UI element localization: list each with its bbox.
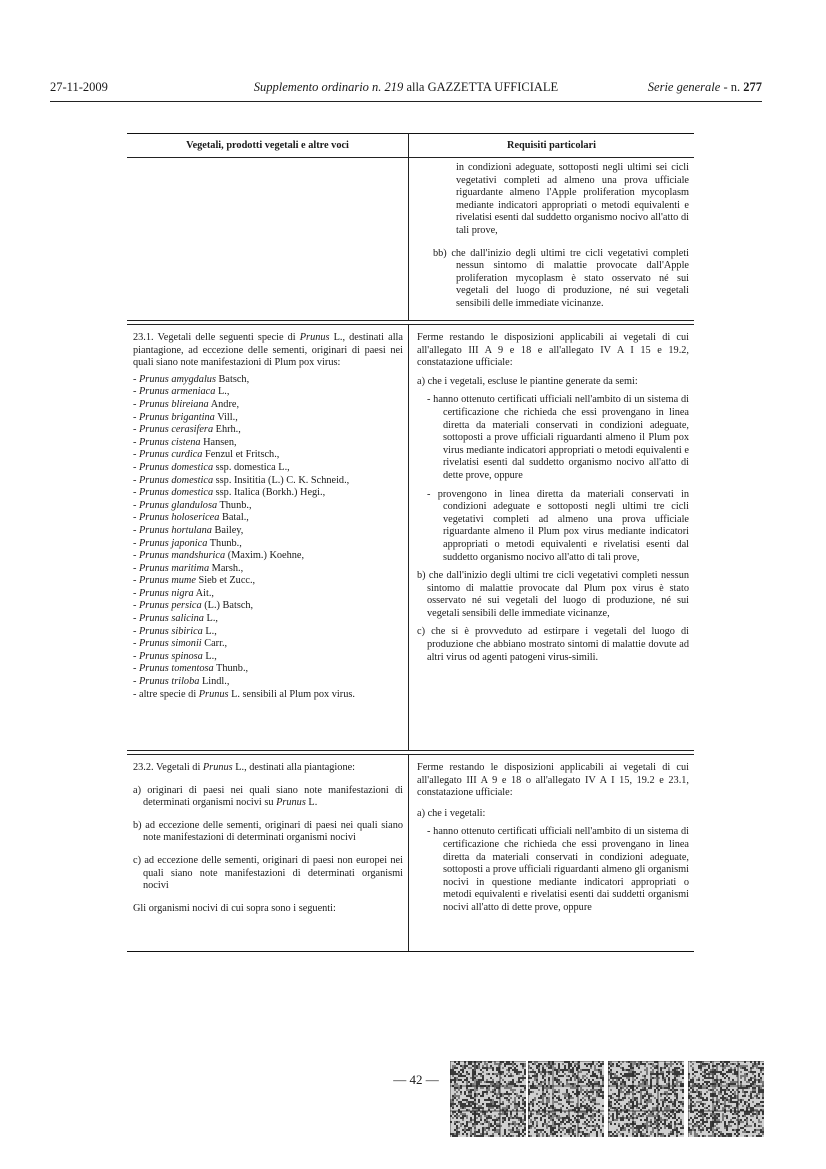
row2-plants <box>133 332 403 701</box>
species-name: Prunus hortulana <box>139 524 212 536</box>
datamatrix-code-3 <box>608 1061 684 1137</box>
species-item <box>133 487 403 500</box>
species-other-pre: - altre specie di <box>133 688 199 700</box>
table-top-rule <box>127 133 694 134</box>
species-authority: ssp. domestica L., <box>213 461 290 473</box>
page-number: — 42 — <box>393 1072 439 1087</box>
species-authority: Carr., <box>201 638 228 650</box>
datamatrix-code-2 <box>528 1061 604 1137</box>
species-name: Prunus spinosa <box>139 650 203 662</box>
species-dash: - <box>133 524 140 536</box>
species-dash: - <box>133 512 140 524</box>
species-name: Prunus triloba <box>139 676 200 688</box>
species-dash: - <box>133 638 140 650</box>
column-header-requirements: Requisiti particolari <box>507 140 596 151</box>
species-authority: (L.) Batsch, <box>201 600 254 612</box>
species-item <box>133 399 403 412</box>
species-authority: Vill., <box>214 411 238 423</box>
row2-intro-post: L., destinati alla piantagione, ad eccezione delle sementi, originari di paesi nei quali siano note manifestazioni di Plum pox virus: <box>133 332 403 369</box>
row1-requirements <box>417 162 689 311</box>
species-dash: - <box>133 386 140 398</box>
species-item <box>133 538 403 551</box>
species-name: Prunus cistena <box>139 436 201 448</box>
row1-continuation: in condizioni adeguate, sottoposti negli ultimi sei cicli vegetativi completi ad almeno una prova ufficiale riguardante almeno l'Apple proliferation mycoplasm mediante indicatori appropriati o metodi equivalenti e rivelatisi esenti dal suddetto organismo nocivo all'atto di tali prove, <box>456 162 689 236</box>
species-item <box>133 550 403 563</box>
row3-req-a: a) che i vegetali: <box>417 807 486 819</box>
species-item <box>133 525 403 538</box>
row3-req-a-dash1: - hanno ottenuto certificati ufficiali nell'ambito di un sistema di certificazione che richieda che essi provengano in linea diretta da materiali conservati in condizioni adeguate, sottoposti a prove ufficiali riguardanti almeno gli organismi nocivi in questione mediante indicatori appropriati o metodi equivalenti e rivelatisi esenti dai suddetti organismi nocivi all'atto di dette prove, oppure <box>427 826 689 913</box>
species-item <box>133 663 403 676</box>
row3-item-a-post: L. <box>305 797 318 809</box>
species-dash: - <box>133 676 140 688</box>
species-item <box>133 437 403 450</box>
row-divider-2 <box>127 750 694 751</box>
species-name: Prunus domestica <box>139 474 214 486</box>
species-dash: - <box>133 398 140 410</box>
species-authority: L., <box>215 386 230 398</box>
species-item <box>133 386 403 399</box>
species-dash: - <box>133 474 140 486</box>
species-name: Prunus glandulosa <box>139 499 218 511</box>
species-authority: L., <box>202 625 217 637</box>
row-divider-1b <box>127 324 694 325</box>
species-name: Prunus domestica <box>139 487 214 499</box>
species-authority: ssp. Insititia (L.) C. K. Schneid., <box>213 474 350 486</box>
species-dash: - <box>133 663 140 675</box>
species-dash: - <box>133 461 140 473</box>
species-authority: Thunb., <box>213 663 249 675</box>
species-authority: Ehrh., <box>213 424 241 436</box>
column-header-plants: Vegetali, prodotti vegetali e altre voci <box>186 140 349 151</box>
row2-req-b: b) che dall'inizio degli ultimi tre cicli vegetativi completi nessun sintomo di malattie provocate dal Plum pox virus è stato osservato né sui vegetali del luogo di produzione, né sui vegetali sensibili delle immediate vicinanze, <box>417 570 689 619</box>
species-item <box>133 626 403 639</box>
species-name: Prunus domestica <box>139 461 214 473</box>
species-item <box>133 588 403 601</box>
species-item <box>133 651 403 664</box>
row3-intro-pre: 23.2. Vegetali di <box>133 762 203 773</box>
species-item <box>133 676 403 689</box>
species-authority: Bailey, <box>211 524 244 536</box>
species-other-genus: Prunus <box>198 688 229 700</box>
row3-intro-post: L., destinati alla piantagione: <box>232 762 356 773</box>
header-series <box>648 80 762 95</box>
column-divider-3 <box>408 754 409 951</box>
row3-closing: Gli organismi nocivi di cui sopra sono i seguenti: <box>133 902 336 914</box>
species-item <box>133 613 403 626</box>
species-name: Prunus cerasifera <box>139 424 214 436</box>
species-item <box>133 462 403 475</box>
species-authority: L., <box>203 613 218 625</box>
species-name: Prunus salicina <box>139 613 204 625</box>
table-bottom-rule <box>127 951 694 952</box>
species-item <box>133 424 403 437</box>
species-item <box>133 638 403 651</box>
species-name: Prunus curdica <box>139 449 203 461</box>
species-item <box>133 600 403 613</box>
species-name: Prunus tomentosa <box>139 663 214 675</box>
header-series-sep: - n. <box>720 80 744 94</box>
row2-req-a-dash2: - provengono in linea diretta da materiali conservati in condizioni adeguate e sottoposti negli ultimi tre cicli vegetativi completi ad almeno una prova ufficiale riguardante almeno il Plum pox virus mediante indicatori appropriati o metodi equivalenti e rivelatisi esenti dal suddetto organismo nocivo all'atto di tali prove, <box>427 488 689 563</box>
species-dash: - <box>133 562 140 574</box>
species-authority: Hansen, <box>200 436 237 448</box>
row2-intro-pre: 23.1. Vegetali delle seguenti specie di <box>133 332 300 343</box>
species-dash: - <box>133 587 140 599</box>
column-divider-1 <box>408 133 409 320</box>
species-authority: Andre, <box>208 398 240 410</box>
species-dash: - <box>133 373 140 385</box>
header-supplement: Supplemento ordinario n. 219 <box>253 80 404 94</box>
header-issue-number: 277 <box>743 80 762 94</box>
datamatrix-code-1 <box>450 1061 526 1137</box>
row3-item-a-pre: a) originari di paesi nei quali siano note manifestazioni di determinati organismi nocivi su <box>133 784 403 809</box>
species-name: Prunus brigantina <box>139 411 215 423</box>
species-dash: - <box>133 613 140 625</box>
requirements-table <box>127 133 694 952</box>
row3-plants <box>133 762 403 915</box>
species-other <box>133 689 403 702</box>
table-header-rule <box>127 157 694 158</box>
species-authority: Thunb., <box>217 499 252 511</box>
species-item <box>133 563 403 576</box>
species-name: Prunus simonii <box>139 638 202 650</box>
species-name: Prunus japonica <box>139 537 208 549</box>
species-dash: - <box>133 449 140 461</box>
header-date: 27-11-2009 <box>50 80 108 94</box>
row3-item-b: b) ad eccezione delle sementi, originari di paesi nei quali siano note manifestazioni di determinati organismi nocivi <box>133 819 403 844</box>
species-item <box>133 412 403 425</box>
species-item <box>133 374 403 387</box>
species-name: Prunus nigra <box>139 587 194 599</box>
row2-req-a: a) che i vegetali, escluse le piantine generate da semi: <box>417 375 638 387</box>
row2-req-intro: Ferme restando le disposizioni applicabili ai vegetali di cui all'allegato III A 9 e 18 e all'allegato IV A I 15 e 19.2, constatazione ufficiale: <box>417 332 689 369</box>
row2-req-c: c) che si è provveduto ad estirpare i vegetali del luogo di produzione che abbiano mostrato sintomi di malattie dovute ad altri virus od agenti patogeni virus-simili. <box>417 626 689 663</box>
row2-requirements <box>417 332 689 664</box>
row1-item-bb: bb) che dall'inizio degli ultimi tre cicli vegetativi completi nessun sintomo di malattie provocate dall'Apple proliferation mycoplasm è stato osservato né sui vegetali del luogo di produzione, né sui vegetali sensibili delle immediate vicinanze. <box>433 247 689 309</box>
row-divider-2b <box>127 754 694 755</box>
species-authority: ssp. Italica (Borkh.) Hegi., <box>213 487 326 499</box>
species-name: Prunus armeniaca <box>139 386 216 398</box>
row3-item-a <box>133 785 403 810</box>
species-name: Prunus mandshurica <box>139 550 226 562</box>
species-authority: L., <box>202 650 217 662</box>
row3-intro <box>133 762 403 775</box>
species-name: Prunus persica <box>139 600 202 612</box>
row3-req-intro: Ferme restando le disposizioni applicabili ai vegetali di cui all'allegato III A 9 e 18 o all'allegato IV A I 15, 19.2 e 23.1, constatazione ufficiale: <box>417 762 689 799</box>
species-authority: Marsh., <box>209 562 244 574</box>
row3-requirements <box>417 762 689 915</box>
species-authority: Sieb et Zucc., <box>195 575 256 587</box>
species-name: Prunus amygdalus <box>139 373 216 385</box>
species-dash: - <box>133 550 140 562</box>
species-dash: - <box>133 575 140 587</box>
header-gazette: alla GAZZETTA UFFICIALE <box>403 80 559 94</box>
species-name: Prunus maritima <box>139 562 210 574</box>
row3-item-a-genus: Prunus <box>276 797 306 809</box>
species-name: Prunus mume <box>139 575 196 587</box>
row2-intro-genus: Prunus <box>299 332 330 343</box>
species-authority: Batsch, <box>215 373 250 385</box>
row3-intro-genus: Prunus <box>202 762 233 773</box>
species-authority: (Maxim.) Koehne, <box>225 550 305 562</box>
header-rule <box>50 101 762 102</box>
species-authority: Thunb., <box>207 537 242 549</box>
species-dash: - <box>133 487 140 499</box>
row-divider-1 <box>127 320 694 321</box>
species-item <box>133 575 403 588</box>
species-dash: - <box>133 436 140 448</box>
row3-item-c: c) ad eccezione delle sementi, originari di paesi non europei nei quali siano note manifestazioni di determinati organismi nocivi <box>133 854 403 892</box>
species-dash: - <box>133 499 140 511</box>
species-item <box>133 512 403 525</box>
page-header <box>50 80 762 98</box>
row2-intro <box>133 332 403 370</box>
species-other-post: L. sensibili al Plum pox virus. <box>228 688 355 700</box>
species-authority: Lindl., <box>199 676 230 688</box>
species-dash: - <box>133 411 140 423</box>
species-dash: - <box>133 424 140 436</box>
species-authority: Ait., <box>193 587 214 599</box>
row2-req-a-dash1: - hanno ottenuto certificati ufficiali nell'ambito di un sistema di certificazione che richieda che essi provengano in linea diretta da materiali conservati in condizioni adeguate, sottoposti a prove ufficiali riguardanti almeno il Plum pox virus mediante indicatori appropriati o metodi equivalenti e rivelatisi esenti dal suddetto organismo nocivo all'atto di dette prove, oppure <box>427 394 689 481</box>
column-divider-2 <box>408 324 409 750</box>
species-dash: - <box>133 650 140 662</box>
species-item <box>133 449 403 462</box>
species-list <box>133 374 403 689</box>
species-item <box>133 500 403 513</box>
species-name: Prunus blireiana <box>139 398 209 410</box>
species-name: Prunus sibirica <box>139 625 203 637</box>
species-dash: - <box>133 537 140 549</box>
species-authority: Batal., <box>219 512 249 524</box>
species-name: Prunus holosericea <box>139 512 220 524</box>
species-item <box>133 475 403 488</box>
species-dash: - <box>133 625 140 637</box>
header-series-label: Serie generale <box>647 80 721 94</box>
species-dash: - <box>133 600 140 612</box>
species-authority: Fenzul et Fritsch., <box>202 449 280 461</box>
datamatrix-code-4 <box>688 1061 764 1137</box>
